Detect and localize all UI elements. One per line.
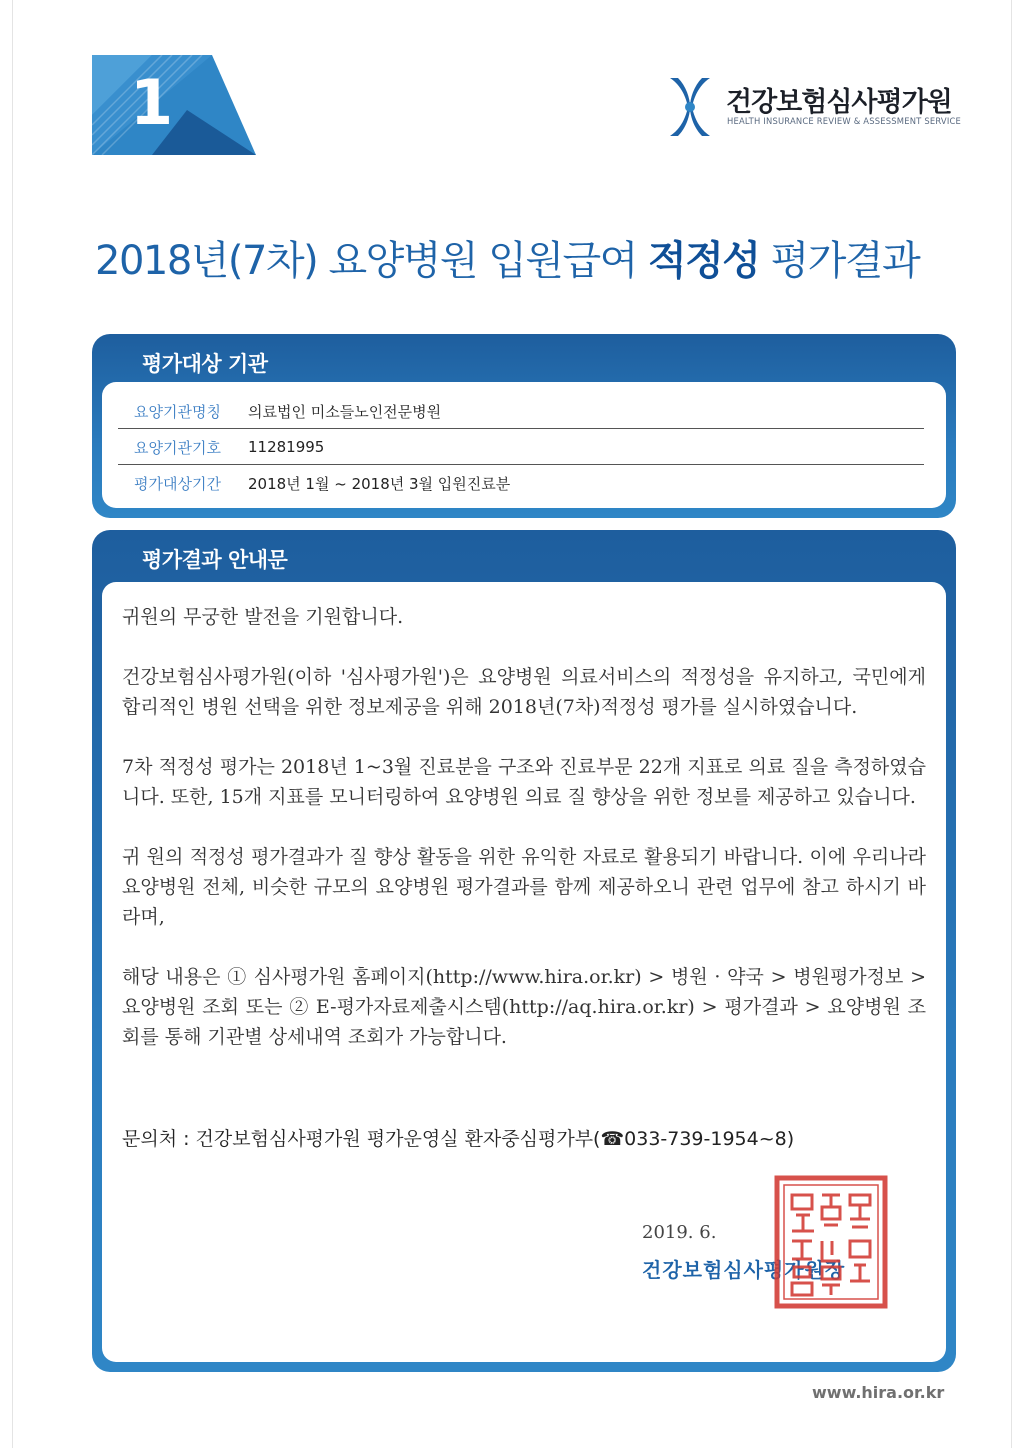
- issue-date: 2019. 6.: [642, 1222, 717, 1243]
- title-suffix: 평가결과: [759, 238, 920, 284]
- section-number: 1: [130, 66, 174, 139]
- info-label: 요양기관명칭: [134, 402, 221, 421]
- footer-url: www.hira.or.kr: [812, 1383, 945, 1402]
- official-seal-icon: [774, 1175, 888, 1309]
- result-notice-panel: [92, 530, 956, 1372]
- notice-paragraph: 건강보험심사평가원(이하 '심사평가원')은 요양병원 의료서비스의 적정성을 유지하고, 국민에게 합리적인 병원 선택을 위한 정보제공을 위해 2018년(7차)적정성 평가를 실시하였습니다.: [122, 666, 926, 718]
- notice-paragraph: 7차 적정성 평가는 2018년 1~3월 진료분을 구조와 진료부문 22개 지표로 의료 질을 측정하였습니다. 또한, 15개 지표를 모니터링하여 요양병원 의료 질 향상을 위한 정보를 제공하고 있습니다.: [122, 756, 926, 808]
- target-institution-panel: [92, 334, 956, 518]
- organization-name: 건강보험심사평가원: [726, 87, 952, 118]
- info-value: 의료법인 미소들노인전문병원: [248, 402, 442, 421]
- section-number-badge: [92, 55, 256, 155]
- notice-paragraph: 해당 내용은 ① 심사평가원 홈페이지(http://www.hira.or.kr) > 병원 · 약국 > 병원평가정보 > 요양병원 조회 또는 ② E-평가자료제출시스템(http://aq.hira.or.kr) > 평가결과 > 요양병원 조회를 통해 기관별 상세내역 조회가 가능합니다.: [122, 966, 926, 1048]
- title-prefix: 2018년(7차) 요양병원 입원급여: [95, 238, 649, 284]
- hira-logo-icon: [664, 76, 716, 138]
- info-row-name: [118, 394, 924, 429]
- notice-paragraph: 귀 원의 적정성 평가결과가 질 향상 활동을 위한 유익한 자료로 활용되기 바랍니다. 이에 우리나라 요양병원 전체, 비슷한 규모의 요양병원 평가결과를 함께 제공하오니 관련 업무에 참고 하시기 바라며,: [122, 846, 926, 928]
- notice-text: [122, 602, 926, 1082]
- info-value: 11281995: [248, 438, 325, 456]
- organization-subtitle: HEALTH INSURANCE REVIEW & ASSESSMENT SERVICE: [727, 116, 962, 126]
- signer-title: 건강보험심사평가원장: [642, 1258, 846, 1282]
- notice-section-heading: 평가결과 안내문: [142, 548, 288, 572]
- target-section-heading: 평가대상 기관: [142, 352, 268, 376]
- info-row-period: [118, 466, 924, 500]
- info-row-code: [118, 430, 924, 465]
- info-label: 요양기관기호: [134, 438, 221, 457]
- title-emphasis: 적정성: [648, 238, 760, 284]
- notice-body: [102, 582, 946, 1362]
- info-label: 평가대상기간: [134, 474, 221, 493]
- notice-paragraph: 귀원의 무궁한 발전을 기원합니다.: [122, 606, 404, 628]
- page-title: [95, 229, 919, 286]
- target-info-table: [102, 382, 946, 508]
- info-value: 2018년 1월 ~ 2018년 3월 입원진료분: [248, 474, 511, 493]
- contact-info: 문의처 : 건강보험심사평가원 평가운영실 환자중심평가부(☎033-739-1954~8): [122, 1128, 795, 1150]
